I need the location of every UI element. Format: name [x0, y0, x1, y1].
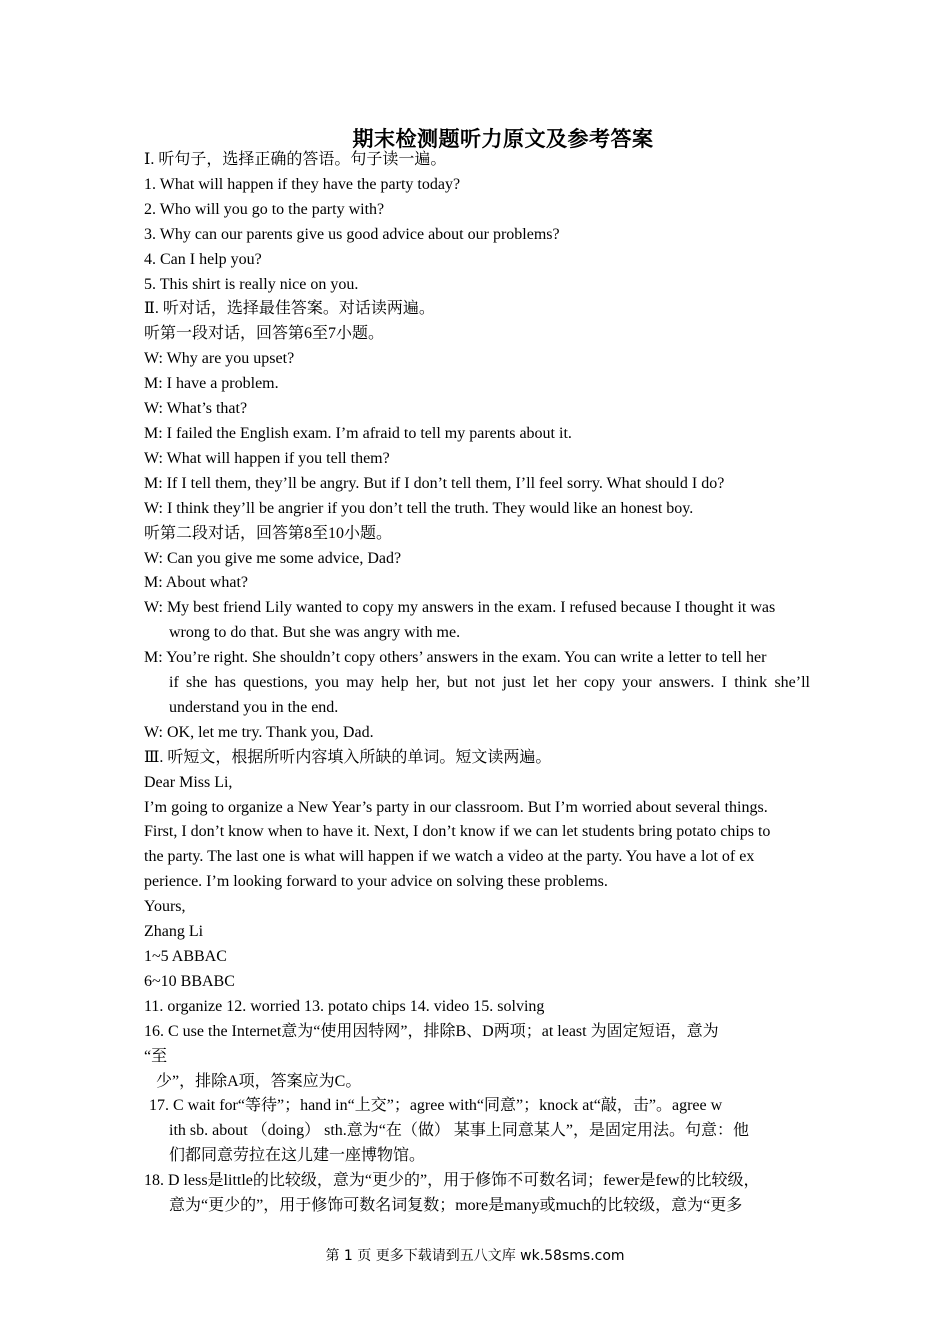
document-title: 期末检测题听力原文及参考答案: [352, 127, 654, 151]
letter-line: Dear Miss Li,: [144, 773, 233, 791]
dialogue-line: W: Can you give me some advice, Dad?: [144, 549, 402, 567]
dialogue-line: W: Why are you upset?: [144, 350, 295, 368]
dialogue-line: W: What will happen if you tell them?: [144, 449, 390, 467]
dialogue-line: M: I failed the English exam. I’m afraid to tell my parents about it.: [144, 424, 572, 442]
explanation-line: 17. C wait for“等待”；hand in“上交”；agree with“同意”；knock at“敲，击”。agree w: [149, 1097, 723, 1115]
dialogue-line: M: If I tell them, they’ll be angry. But if I don’t tell them, I’ll feel sorry. What should I do?: [144, 474, 725, 492]
explanation-line: 少”，排除A项，答案应为C。: [156, 1072, 362, 1090]
explanation-line-cont: 们都同意劳拉在这儿建一座博物馆。: [169, 1147, 426, 1165]
dialogue-line: W: I think they’ll be angrier if you don’t tell the truth. They would like an honest boy.: [144, 499, 694, 517]
explanation-line: 16. C use the Internet意为“使用因特网”，排除B、D两项；at least 为固定短语，意为: [144, 1022, 719, 1040]
explanation-line: “至: [144, 1047, 168, 1065]
page-footer: 第 1 页 更多下载请到五八文库 wk.58sms.com: [325, 1248, 625, 1264]
dialogue-line-cont: understand you in the end.: [169, 698, 339, 716]
dialogue-line: M: You’re right. She shouldn’t copy others’ answers in the exam. You can write a letter to tell her: [144, 649, 767, 667]
section-heading-3: Ⅲ. 听短文，根据所听内容填入所缺的单词。短文读两遍。: [144, 748, 552, 766]
answer-line: 6~10 BBABC: [144, 972, 235, 990]
explanation-line-cont: ith sb. about （doing） sth.意为“在（做） 某事上同意某人”，是固定用法。句意：他: [169, 1122, 749, 1140]
section-heading-1: Ⅰ. 听句子，选择正确的答语。句子读一遍。: [144, 151, 447, 168]
letter-line: First, I don’t know when to have it. Next, I don’t know if we can let students bring potato chips to: [144, 823, 771, 841]
dialogue-line: W: OK, let me try. Thank you, Dad.: [144, 723, 374, 741]
document-body: [144, 148, 810, 1219]
dialogue-intro: 听第一段对话，回答第6至7小题。: [144, 325, 385, 343]
dialogue-line-cont: wrong to do that. But she was angry with me.: [169, 624, 461, 642]
sentence-line: 4. Can I help you?: [144, 250, 262, 268]
letter-line: Yours,: [144, 898, 186, 916]
letter-line: perience. I’m looking forward to your advice on solving these problems.: [144, 873, 608, 891]
explanation-line: 18. D less是little的比较级，意为“更少的”，用于修饰不可数名词；fewer是few的比较级，: [144, 1172, 760, 1190]
dialogue-line: W: What’s that?: [144, 400, 248, 418]
letter-line: I’m going to organize a New Year’s party in our classroom. But I’m worried about several things.: [144, 798, 768, 816]
section-heading-2: Ⅱ. 听对话，选择最佳答案。对话读两遍。: [144, 300, 435, 318]
answer-line: 1~5 ABBAC: [144, 948, 227, 965]
explanation-line-cont: 意为“更少的”，用于修饰可数名词复数；more是many或much的比较级，意为“更多: [169, 1197, 743, 1215]
sentence-line: 5. This shirt is really nice on you.: [144, 275, 359, 293]
answer-line: 11. organize 12. worried 13. potato chips 14. video 15. solving: [144, 997, 545, 1015]
sentence-line: 1. What will happen if they have the party today?: [144, 175, 461, 193]
dialogue-line: M: About what?: [144, 574, 248, 592]
sentence-line: 2. Who will you go to the party with?: [144, 200, 385, 218]
dialogue-line: W: My best friend Lily wanted to copy my answers in the exam. I refused because I thought it was: [144, 599, 776, 617]
dialogue-line-cont: if she has questions, you may help her, but not just let her copy your answers. I think she’ll: [169, 674, 810, 692]
dialogue-intro: 听第二段对话，回答第8至10小题。: [144, 524, 393, 542]
sentence-line: 3. Why can our parents give us good advice about our problems?: [144, 225, 560, 243]
letter-line: the party. The last one is what will happen if we watch a video at the party. You have a lot of ex: [144, 848, 755, 866]
dialogue-line: M: I have a problem.: [144, 375, 279, 393]
letter-line: Zhang Li: [144, 923, 204, 941]
